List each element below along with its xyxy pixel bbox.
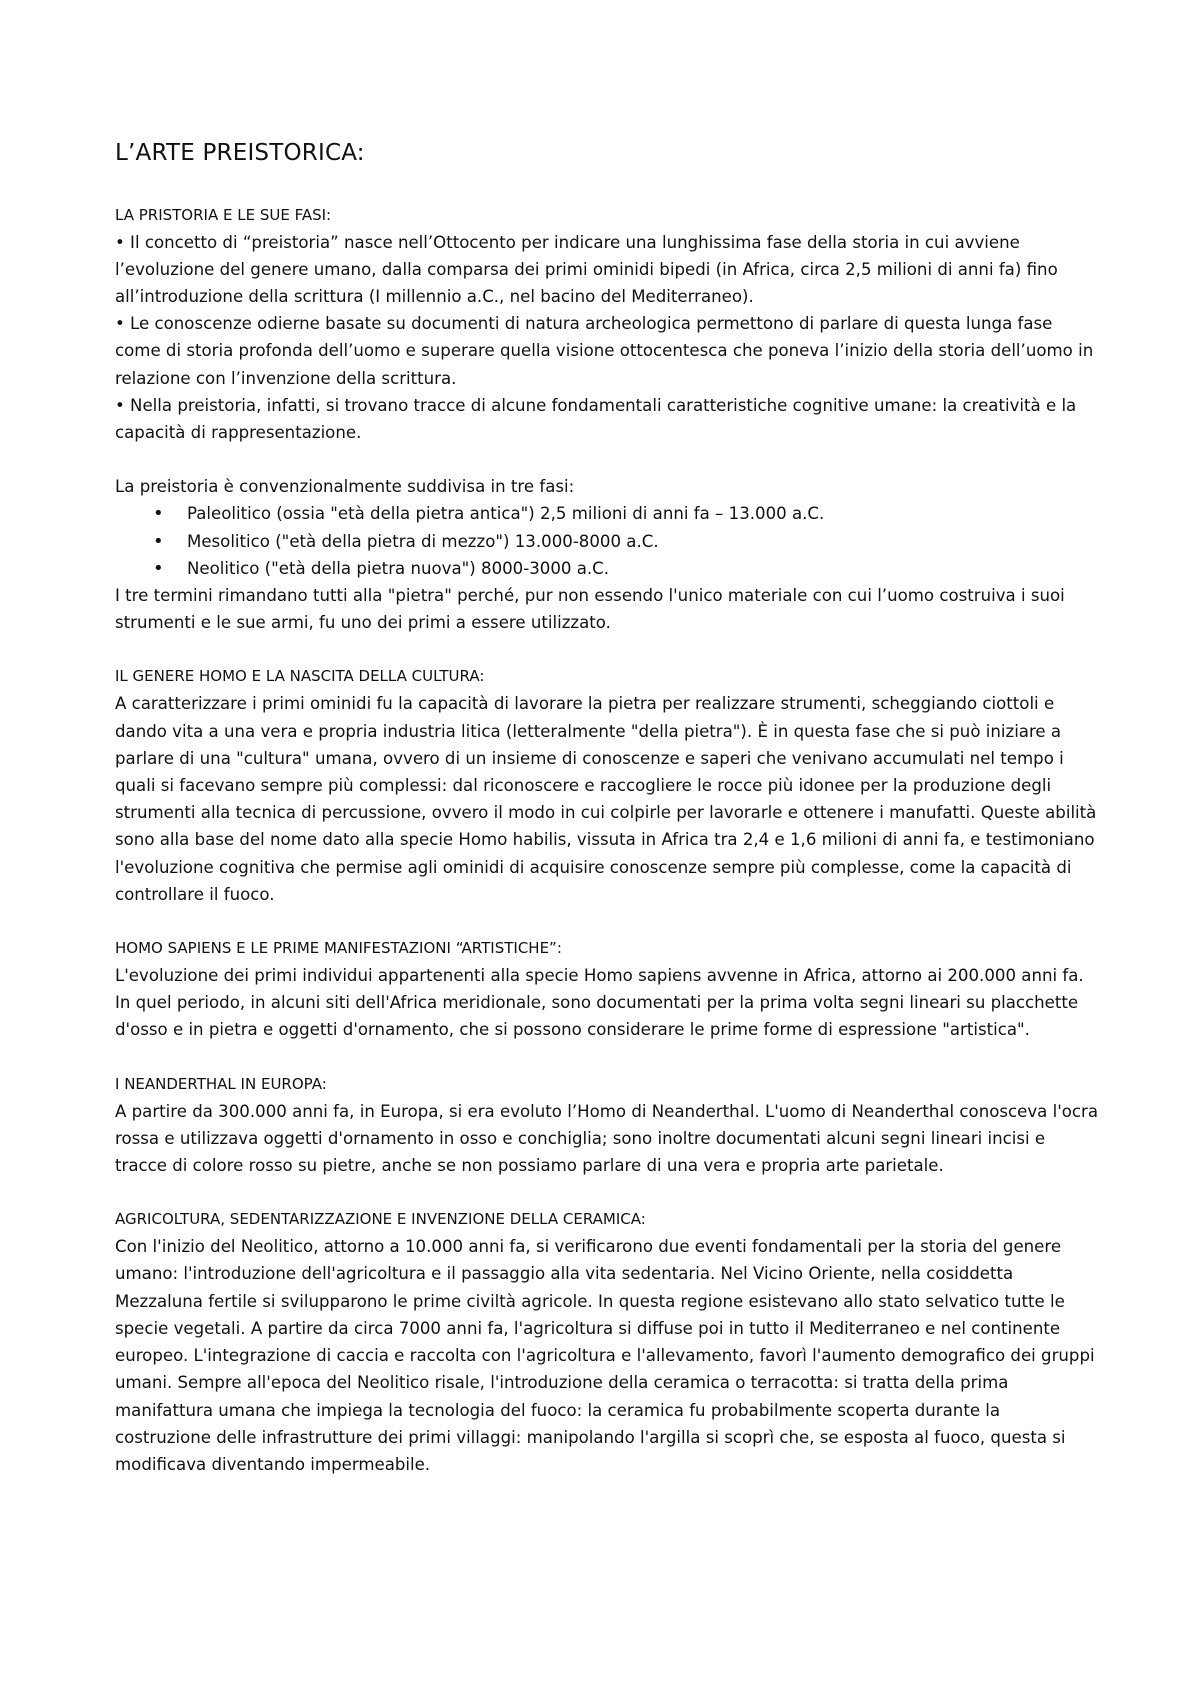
section-heading-fasi: LA PRISTORIA E LE SUE FASI:: [115, 205, 332, 224]
section-agricoltura: [115, 1206, 1100, 1478]
phase-item-mesolitico: • Mesolitico ("età della pietra di mezzo") 13.000-8000 a.C.: [115, 528, 1100, 555]
phases-intro: La preistoria è convenzionalmente suddivisa in tre fasi:: [115, 477, 575, 497]
section-heading-homo: IL GENERE HOMO E LA NASCITA DELLA CULTURA:: [115, 667, 485, 686]
section-text-sapiens: L'evoluzione dei primi individui appartenenti alla specie Homo sapiens avvenne in Africa, attorno ai 200.000 anni fa. In quel periodo, in alcuni siti dell'Africa meridionale, sono documentati per la prima volta segni lineari su placchette d'osso e in pietra e oggetti d'ornamento, che si possono considerare le prime forme di espressione "artistica".: [115, 966, 1084, 1040]
section-suddivisione: [115, 473, 1100, 636]
section-sapiens: [115, 935, 1100, 1044]
phases-list: [115, 500, 1100, 582]
bullet-paragraph-1: • Il concetto di “preistoria” nasce nell’Ottocento per indicare una lunghissima fase della storia in cui avviene l’evoluzione del genere umano, dalla comparsa dei primi ominidi bipedi (in Africa, circa 2,5 milioni di anni fa) fino all’introduzione della scrittura (I millennio a.C., nel bacino del Mediterraneo).: [115, 232, 1058, 306]
section-fasi: [115, 202, 1100, 447]
document-title: L’ARTE PREISTORICA:: [115, 140, 365, 166]
section-neanderthal: [115, 1071, 1100, 1180]
bullet-paragraph-2: • Le conoscenze odierne basate su documenti di natura archeologica permettono di parlare di questa lunga fase come di storia profonda dell’uomo e superare quella visione ottocentesca che poneva l’inizio della storia dell’uomo in relazione con l’invenzione della scrittura.: [115, 314, 1094, 388]
phase-item-paleolitico: • Paleolitico (ossia "età della pietra antica") 2,5 milioni di anni fa – 13.000 a.C.: [115, 500, 1100, 527]
phase-item-neolitico: • Neolitico ("età della pietra nuova") 8000-3000 a.C.: [115, 555, 1100, 582]
section-text-agricoltura: Con l'inizio del Neolitico, attorno a 10.000 anni fa, si verificarono due eventi fondamentali per la storia del genere umano: l'introduzione dell'agricoltura e il passaggio alla vita sedentaria. Nel Vicino Oriente, nella cosiddetta Mezzaluna fertile si svilupparono le prime civiltà agricole. In questa regione esistevano allo stato selvatico tutte le specie vegetali. A partire da circa 7000 anni fa, l'agricoltura si diffuse poi in tutto il Mediterraneo e nel continente europeo. L'integrazione di caccia e raccolta con l'agricoltura e l'allevamento, favorì l'aumento demografico dei gruppi umani. Sempre all'epoca del Neolitico risale, l'introduzione della ceramica o terracotta: si tratta della prima manifattura umana che impiega la tecnologia del fuoco: la ceramica fu probabilmente scoperta durante la costruzione delle infrastrutture dei primi villaggi: manipolando l'argilla si scoprì che, se esposta al fuoco, questa si modificava diventando impermeabile.: [115, 1237, 1095, 1474]
document-page: [115, 140, 1100, 1505]
section-heading-neanderthal: I NEANDERTHAL IN EUROPA:: [115, 1074, 327, 1093]
section-heading-agricoltura: AGRICOLTURA, SEDENTARIZZAZIONE E INVENZIONE DELLA CERAMICA:: [115, 1210, 646, 1229]
bullet-paragraph-3: • Nella preistoria, infatti, si trovano tracce di alcune fondamentali caratteristiche cognitive umane: la creatività e la capacità di rappresentazione.: [115, 395, 1077, 443]
section-text-neanderthal: A partire da 300.000 anni fa, in Europa, si era evoluto l’Homo di Neanderthal. L'uomo di Neanderthal conosceva l'ocra rossa e utilizzava oggetti d'ornamento in osso e conchiglia; sono inoltre documentati alcuni segni lineari incisi e tracce di colore rosso su pietre, anche se non possiamo parlare di una vera e propria arte parietale.: [115, 1101, 1099, 1176]
phases-conclusion: I tre termini rimandano tutti alla "pietra" perché, pur non essendo l'unico materiale con cui l’uomo costruiva i suoi strumenti e le sue armi, fu uno dei primi a essere utilizzato.: [115, 586, 1065, 633]
section-heading-sapiens: HOMO SAPIENS E LE PRIME MANIFESTAZIONI “ARTISTICHE”:: [115, 939, 562, 958]
section-homo: [115, 663, 1100, 908]
section-text-homo: A caratterizzare i primi ominidi fu la capacità di lavorare la pietra per realizzare strumenti, scheggiando ciottoli e dando vita a una vera e propria industria litica (letteralmente "della pietra"). È in questa fase che si può iniziare a parlare di una "cultura" umana, ovvero di un insieme di conoscenze e saperi che venivano accumulati nel tempo i quali si facevano sempre più complessi: dal riconoscere e raccogliere le rocce più idonee per la produzione degli strumenti alla tecnica di percussione, ovvero il modo in cui colpirle per lavorarle e ottenere i manufatti. Queste abilità sono alla base del nome dato alla specie Homo habilis, vissuta in Africa tra 2,4 e 1,6 milioni di anni fa, e testimoniano l'evoluzione cognitiva che permise agli ominidi di acquisire conoscenze sempre più complesse, come la capacità di controllare il fuoco.: [115, 694, 1097, 904]
